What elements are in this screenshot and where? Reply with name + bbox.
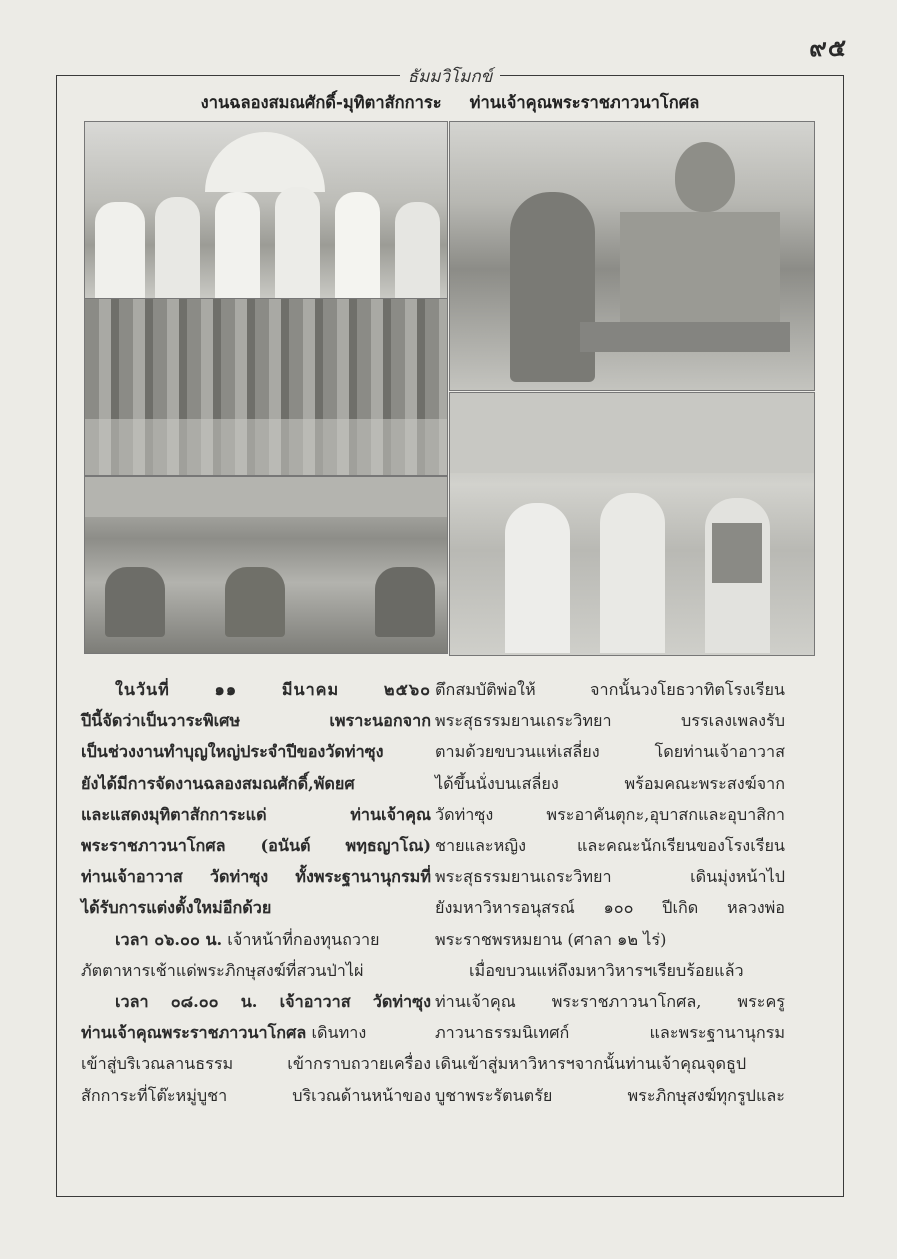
text-line: บูชาพระรัตนตรัย พระภิกษุสงฆ์ทุกรูปและ [435, 1085, 785, 1105]
running-head [57, 63, 843, 90]
text-line: ท่านเจ้าอาวาส วัดท่าซุง ทั้งพระฐานานุกรมที่ [81, 867, 431, 887]
text-line: ตามด้วยขบวนแห่เสลี่ยง โดยท่านเจ้าอาวาส [435, 742, 785, 762]
photo-procession-palanquin [84, 121, 448, 299]
text-line: เป็นช่วงงานทำบุญใหญ่ประจำปีของวัดท่าซุง [81, 742, 384, 762]
text-span: เจ้าหน้าที่กองทุนถวาย [222, 929, 380, 949]
text-line: ในวันที่ ๑๑ มีนาคม ๒๕๖๐ [115, 680, 431, 699]
text-line: วัดท่าซุง พระอาคันตุกะ,อุบาสกและอุบาสิกา [435, 804, 785, 824]
headline-right: ท่านเจ้าคุณพระราชภาวนาโกศล [469, 93, 700, 112]
text-line: ได้ขึ้นนั่งบนเสลี่ยง พร้อมคณะพระสงฆ์จาก [435, 773, 785, 793]
photo-laywomen-procession [449, 392, 815, 656]
headline-left: งานฉลองสมณศักดิ์-มุทิตาสักการะ [200, 93, 442, 112]
text-line: ภาวนาธรรมนิเทศก์ และพระฐานานุกรม [435, 1023, 785, 1043]
text-line: ชายและหญิง และคณะนักเรียนของโรงเรียน [435, 836, 785, 856]
time-label: เวลา ๐๖.๐๐ น. [115, 929, 223, 949]
text-line: ตึกสมบัติพ่อให้ จากนั้นวงโยธวาทิตโรงเรียน [435, 680, 785, 699]
title-span: ท่านเจ้าคุณพระราชภาวนาโกศล [81, 1023, 307, 1043]
photo-monks-walking [84, 298, 448, 476]
page-number: ๙๕ [809, 33, 847, 62]
article-column-right [435, 674, 785, 1111]
text-line: เดินเข้าสู่มหาวิหารฯจากนั้นท่านเจ้าคุณจุดธูป [435, 1054, 747, 1074]
text-line: เมื่อขบวนแห่ถึงมหาวิหารฯเรียบร้อยแล้ว [469, 960, 744, 980]
text-line: ท่านเจ้าคุณ พระราชภาวนาโกศล, พระครู [435, 992, 785, 1012]
text-line: เข้าสู่บริเวณลานธรรม เข้ากราบถวายเครื่อง [81, 1054, 431, 1074]
text-line [81, 924, 431, 955]
running-head-text: ธัมมวิโมกข์ [400, 67, 501, 87]
text-line: ได้รับการแต่งตั้งใหม่อีกด้วย [81, 898, 272, 918]
text-line: พระราชพรหมยาน (ศาลา ๑๒ ไร่) [435, 929, 667, 949]
article-column-left [81, 674, 431, 1111]
text-line: พระสุธรรมยานเถระวิทยา บรรเลงเพลงรับ [435, 711, 785, 731]
text-line: ปีนี้จัดว่าเป็นวาระพิเศษ เพราะนอกจาก [81, 711, 431, 731]
text-line: สักการะที่โต๊ะหมู่บูชา บริเวณด้านหน้าของ [81, 1085, 431, 1105]
text-line: พระราชภาวนาโกศล (อนันต์ พทฺธญาโณ) [81, 836, 431, 856]
article-frame [56, 67, 844, 1197]
text-line: และแสดงมุทิตาสักการะแด่ ท่านเจ้าคุณ [81, 804, 431, 824]
text-span: เดินทาง [306, 1023, 367, 1043]
text-line: พระสุธรรมยานเถระวิทยา เดินมุ่งหน้าไป [435, 867, 785, 887]
text-line: ภัตตาหารเช้าแด่พระภิกษุสงฆ์ที่สวนป่าไผ่ [81, 960, 364, 980]
photo-seated-ceremony [84, 476, 448, 654]
headline [57, 90, 843, 116]
photo-monk-offering [449, 121, 815, 391]
text-line [81, 1017, 431, 1048]
text-line: เวลา ๐๘.๐๐ น. เจ้าอาวาส วัดท่าซุง [115, 992, 431, 1012]
text-line: ยังได้มีการจัดงานฉลองสมณศักดิ์,พัดยศ [81, 773, 355, 793]
text-line: ยังมหาวิหารอนุสรณ์ ๑๐๐ ปีเกิด หลวงพ่อ [435, 898, 785, 918]
